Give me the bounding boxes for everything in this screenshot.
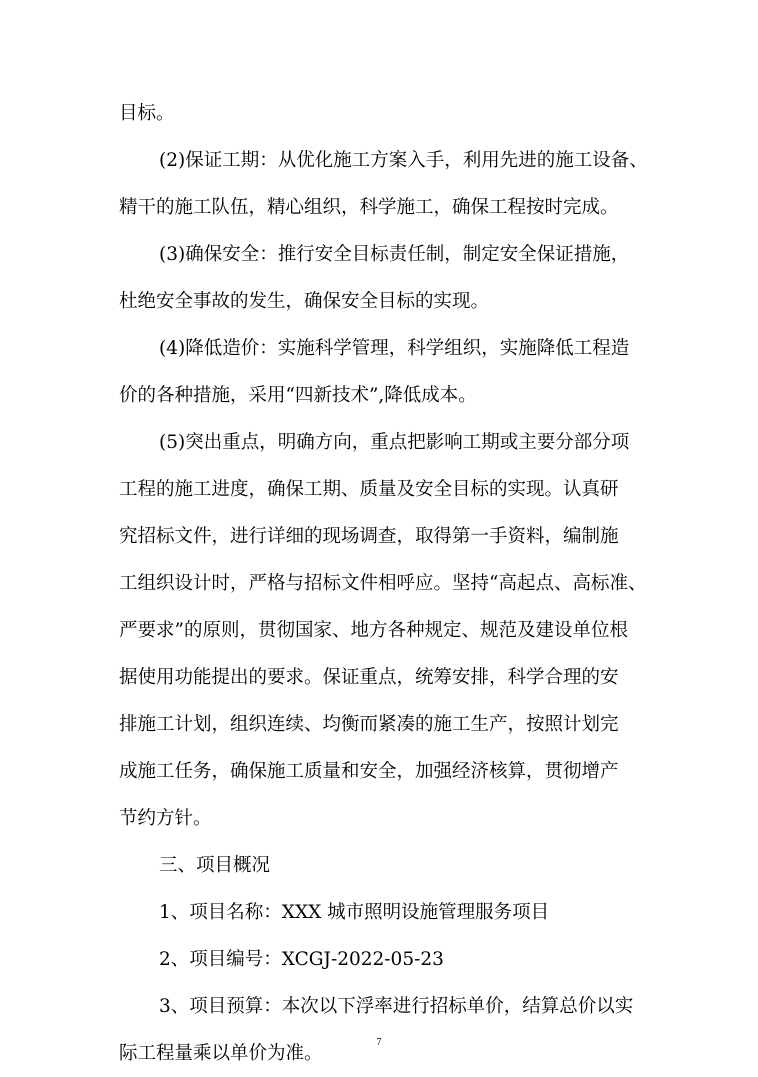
text-line: 2、项目编号：XCGJ-2022-05-23 xyxy=(159,949,444,970)
text-line: 工程的施工进度，确保工期、质量及安全目标的实现。认真研 xyxy=(119,479,619,500)
text-line: 工组织设计时，严格与招标文件相呼应。坚持“高起点、高标准、 xyxy=(119,573,647,594)
text-line: (3)确保安全：推行安全目标责任制，制定安全保证措施， xyxy=(159,244,630,265)
text-line: 严要求”的原则，贯彻国家、地方各种规定、规范及建设单位根 xyxy=(119,620,628,641)
text-line: 际工程量乘以单价为准。 xyxy=(119,1043,323,1064)
text-line: 成施工任务，确保施工质量和安全，加强经济核算，贯彻增产 xyxy=(119,761,619,782)
text-line: (4)降低造价：实施科学管理，科学组织，实施降低工程造 xyxy=(159,338,630,359)
text-line: 1、项目名称：XXX 城市照明设施管理服务项目 xyxy=(159,902,550,923)
text-line: (5)突出重点，明确方向，重点把影响工期或主要分部分项 xyxy=(159,432,630,453)
text-line: 精干的施工队伍，精心组织，科学施工，确保工程按时完成。 xyxy=(119,197,619,218)
text-line: 据使用功能提出的要求。保证重点，统筹安排，科学合理的安 xyxy=(119,667,619,688)
text-line: 价的各种措施，采用“四新技术”,降低成本。 xyxy=(119,385,477,406)
text-line: 杜绝安全事故的发生，确保安全目标的实现。 xyxy=(119,291,490,312)
body-text xyxy=(119,90,648,1077)
text-line: 究招标文件，进行详细的现场调查，取得第一手资料，编制施 xyxy=(119,526,619,547)
text-line: 目标。 xyxy=(119,103,175,124)
page-number: 7 xyxy=(376,1037,382,1048)
section-heading: 三、项目概况 xyxy=(159,855,271,876)
text-line: 排施工计划，组织连续、均衡而紧凑的施工生产，按照计划完 xyxy=(119,714,619,735)
text-line: 节约方针。 xyxy=(119,808,212,829)
text-line: 3、项目预算：本次以下浮率进行招标单价，结算总价以实 xyxy=(159,996,634,1017)
text-line: (2)保证工期：从优化施工方案入手，利用先进的施工设备、 xyxy=(159,150,648,171)
